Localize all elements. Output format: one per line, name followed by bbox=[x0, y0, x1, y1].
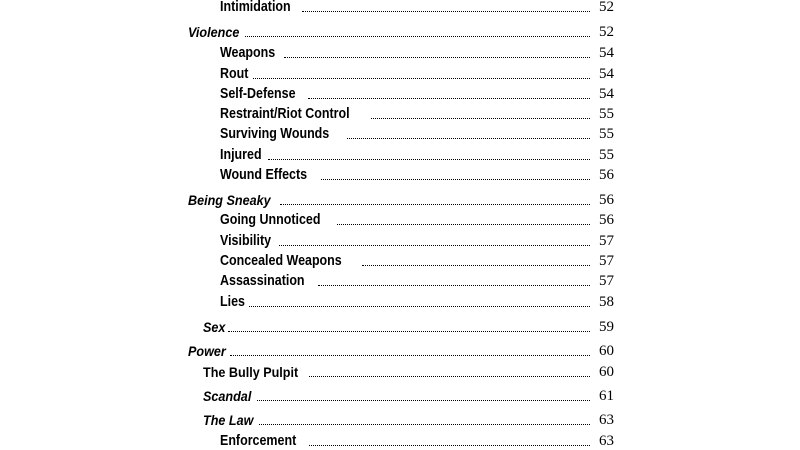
dot-leader bbox=[321, 179, 590, 180]
dot-leader bbox=[253, 78, 590, 79]
toc-entry-page: 54 bbox=[599, 66, 614, 82]
toc-entry-title: Injured bbox=[220, 147, 262, 163]
toc-entry-violence[interactable] bbox=[188, 20, 614, 40]
dot-leader bbox=[308, 98, 590, 99]
toc-entry-title: Self-Defense bbox=[220, 86, 296, 102]
toc-entry-title: Intimidation bbox=[220, 0, 291, 15]
toc-entry-page: 59 bbox=[599, 319, 614, 335]
dot-leader bbox=[257, 400, 590, 401]
toc-entry-title: Rout bbox=[220, 66, 249, 82]
toc-entry-title: Restraint/Riot Control bbox=[220, 106, 350, 122]
toc-section-title: Sex bbox=[203, 319, 226, 335]
dot-leader bbox=[371, 118, 590, 119]
toc-entry-title: Assassination bbox=[220, 273, 305, 289]
toc-section-title: Being Sneaky bbox=[188, 192, 271, 208]
dot-leader bbox=[259, 424, 590, 425]
dot-leader bbox=[268, 159, 590, 160]
dot-leader bbox=[309, 376, 590, 377]
toc-entry-page: 52 bbox=[599, 0, 614, 15]
dot-leader bbox=[362, 265, 590, 266]
toc-entry-page: 52 bbox=[599, 24, 614, 40]
toc-entry-title: Visibility bbox=[220, 233, 272, 249]
toc-entry-power[interactable] bbox=[188, 339, 614, 359]
toc-entry-title: Enforcement bbox=[220, 433, 297, 449]
dot-leader bbox=[318, 285, 590, 286]
toc-entry-intimidation[interactable] bbox=[188, 0, 614, 15]
toc-entry-page: 54 bbox=[599, 86, 614, 102]
toc-entry-page: 55 bbox=[599, 126, 614, 142]
dot-leader bbox=[284, 57, 590, 58]
toc-entry-page: 55 bbox=[599, 147, 614, 163]
dot-leader bbox=[279, 245, 590, 246]
toc-section-title: Power bbox=[188, 343, 226, 359]
dot-leader bbox=[347, 138, 590, 139]
toc-entry-going-unnoticed[interactable] bbox=[188, 208, 614, 228]
toc-entry-lies[interactable] bbox=[188, 290, 614, 310]
dot-leader bbox=[309, 445, 590, 446]
toc-entry-page: 60 bbox=[599, 343, 614, 359]
toc-entry-the-bully-pulpit[interactable] bbox=[188, 360, 614, 380]
toc-entry-wound-effects[interactable] bbox=[188, 163, 614, 183]
toc-entry-page: 57 bbox=[599, 273, 614, 289]
dot-leader bbox=[228, 331, 590, 332]
toc-entry-title: Weapons bbox=[220, 45, 276, 61]
toc-entry-injured[interactable] bbox=[188, 143, 614, 163]
toc-entry-weapons[interactable] bbox=[188, 41, 614, 61]
toc-entry-page: 57 bbox=[599, 253, 614, 269]
toc-entry-being-sneaky[interactable] bbox=[188, 188, 614, 208]
table-of-contents bbox=[188, 0, 614, 450]
toc-entry-page: 55 bbox=[599, 106, 614, 122]
toc-entry-page: 56 bbox=[599, 192, 614, 208]
toc-entry-visibility[interactable] bbox=[188, 229, 614, 249]
toc-entry-enforcement[interactable] bbox=[188, 429, 614, 449]
toc-entry-the-law[interactable] bbox=[188, 408, 614, 428]
toc-entry-title: The Bully Pulpit bbox=[203, 364, 299, 380]
toc-entry-title: Lies bbox=[220, 294, 245, 310]
dot-leader bbox=[245, 36, 590, 37]
toc-section-title: Scandal bbox=[203, 388, 252, 404]
toc-entry-page: 58 bbox=[599, 294, 614, 310]
toc-entry-concealed-weapons[interactable] bbox=[188, 249, 614, 269]
toc-entry-page: 56 bbox=[599, 167, 614, 183]
toc-entry-title: Concealed Weapons bbox=[220, 253, 342, 269]
toc-entry-assassination[interactable] bbox=[188, 269, 614, 289]
toc-entry-title: Surviving Wounds bbox=[220, 126, 330, 142]
toc-entry-page: 63 bbox=[599, 412, 614, 428]
toc-entry-page: 57 bbox=[599, 233, 614, 249]
toc-entry-page: 60 bbox=[599, 364, 614, 380]
toc-entry-surviving-wounds[interactable] bbox=[188, 122, 614, 142]
toc-entry-title: Going Unnoticed bbox=[220, 212, 321, 228]
dot-leader bbox=[249, 306, 590, 307]
toc-entry-page: 54 bbox=[599, 45, 614, 61]
toc-entry-scandal[interactable] bbox=[188, 384, 614, 404]
toc-entry-title: Wound Effects bbox=[220, 167, 308, 183]
toc-entry-self-defense[interactable] bbox=[188, 82, 614, 102]
dot-leader bbox=[337, 224, 590, 225]
toc-section-title: The Law bbox=[203, 412, 254, 428]
dot-leader bbox=[230, 355, 590, 356]
dot-leader bbox=[280, 204, 590, 205]
toc-entry-sex[interactable] bbox=[188, 315, 614, 335]
toc-entry-page: 63 bbox=[599, 433, 614, 449]
toc-entry-page: 61 bbox=[599, 388, 614, 404]
toc-entry-rout[interactable] bbox=[188, 62, 614, 82]
dot-leader bbox=[302, 11, 590, 12]
toc-entry-page: 56 bbox=[599, 212, 614, 228]
toc-entry-restraint-riot-control[interactable] bbox=[188, 102, 614, 122]
toc-section-title: Violence bbox=[188, 24, 240, 40]
